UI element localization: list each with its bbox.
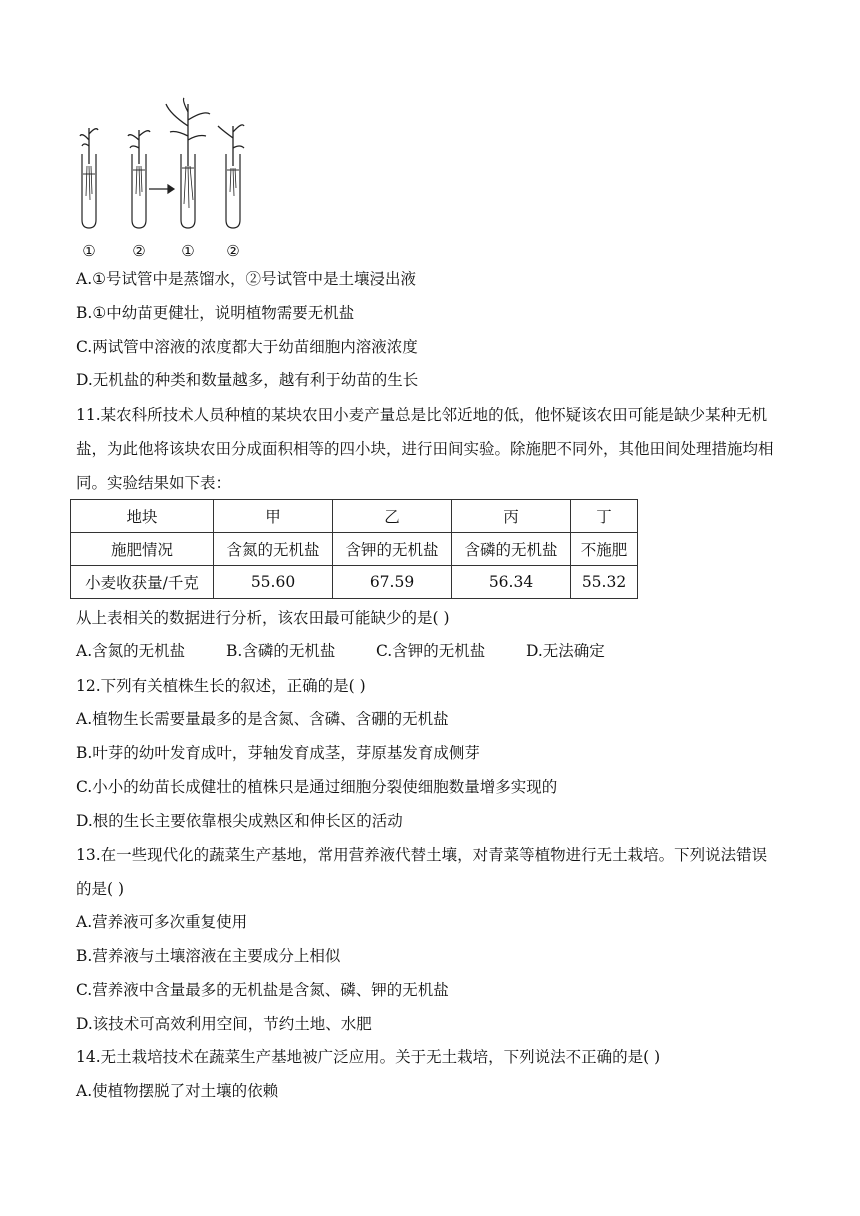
table-cell: 小麦收获量/千克 (71, 566, 214, 599)
tube-1 (80, 128, 98, 228)
q12-stem: 12.下列有关植株生长的叙述，正确的是( ) (76, 677, 366, 695)
test-tube-drawing (70, 96, 260, 264)
table-cell: 不施肥 (571, 533, 638, 566)
table-row (71, 566, 638, 599)
q14-option-a: A.使植物摆脱了对土壤的依赖 (76, 1082, 279, 1100)
q11-option-b: B.含磷的无机盐 (226, 642, 336, 660)
yield-table (70, 499, 638, 599)
q12-option-a: A.植物生长需要量最多的是含氮、含磷、含硼的无机盐 (76, 710, 449, 728)
tube-label-2: ② (132, 242, 146, 260)
q14-stem: 14.无土栽培技术在蔬菜生产基地被广泛应用。关于无土栽培，下列说法不正确的是( ) (76, 1048, 661, 1066)
q13-option-b: B.营养液与土壤溶液在主要成分上相似 (76, 947, 341, 965)
tube-label-1: ① (82, 242, 96, 260)
q13-option-a: A.营养液可多次重复使用 (76, 913, 248, 931)
table-cell: 地块 (71, 500, 214, 533)
q13-stem: 13.在一些现代化的蔬菜生产基地，常用营养液代替土壤，对青菜等植物进行无土栽培。下列说法错误的是( ) (76, 846, 768, 898)
q10-option-b: B.①中幼苗更健壮，说明植物需要无机盐 (76, 304, 355, 322)
q13-option-d: D.该技术可高效利用空间，节约土地、水肥 (76, 1015, 372, 1033)
q11-question: 从上表相关的数据进行分析，该农田最可能缺少的是( ) (76, 609, 450, 627)
q12-option-c: C.小小的幼苗长成健壮的植株只是通过细胞分裂使细胞数量增多实现的 (76, 778, 558, 796)
table-cell: 55.60 (214, 566, 333, 599)
table-cell: 含磷的无机盐 (452, 533, 571, 566)
tube-label-4: ② (226, 242, 240, 260)
q13-option-c: C.营养液中含量最多的无机盐是含氮、磷、钾的无机盐 (76, 981, 449, 999)
tube-2 (128, 130, 150, 228)
q11-options (76, 640, 605, 662)
q12-option-b: B.叶芽的幼叶发育成叶，芽轴发育成茎，芽原基发育成侧芽 (76, 744, 480, 762)
q10-option-d: D.无机盐的种类和数量越多，越有利于幼苗的生长 (76, 371, 419, 389)
tube-4 (218, 125, 244, 228)
table-cell: 丁 (571, 500, 638, 533)
table-cell: 67.59 (333, 566, 452, 599)
q10-option-c: C.两试管中溶液的浓度都大于幼苗细胞内溶液浓度 (76, 338, 418, 356)
test-tube-figure (70, 96, 260, 264)
table-row (71, 533, 638, 566)
table-cell: 含氮的无机盐 (214, 533, 333, 566)
q12-option-d: D.根的生长主要依靠根尖成熟区和伸长区的活动 (76, 812, 403, 830)
table-cell: 55.32 (571, 566, 638, 599)
table-cell: 乙 (333, 500, 452, 533)
table-cell: 甲 (214, 500, 333, 533)
q11-option-c: C.含钾的无机盐 (376, 642, 486, 660)
q11-option-d: D.无法确定 (526, 642, 605, 660)
table-cell: 丙 (452, 500, 571, 533)
table-cell: 含钾的无机盐 (333, 533, 452, 566)
table-cell: 施肥情况 (71, 533, 214, 566)
q11-stem: 11.某农科所技术人员种植的某块农田小麦产量总是比邻近地的低，他怀疑该农田可能是缺少某种无机盐，为此他将该块农田分成面积相等的四小块，进行田间实验。除施肥不同外，其他田间处理措施均相同。实验结果如下表： (76, 406, 774, 492)
table-cell: 56.34 (452, 566, 571, 599)
tube-3 (166, 98, 210, 228)
q11-option-a: A.含氮的无机盐 (76, 642, 186, 660)
q10-option-a: A.①号试管中是蒸馏水，②号试管中是土壤浸出液 (76, 270, 417, 288)
tube-label-3: ① (181, 242, 195, 260)
table-row (71, 500, 638, 533)
